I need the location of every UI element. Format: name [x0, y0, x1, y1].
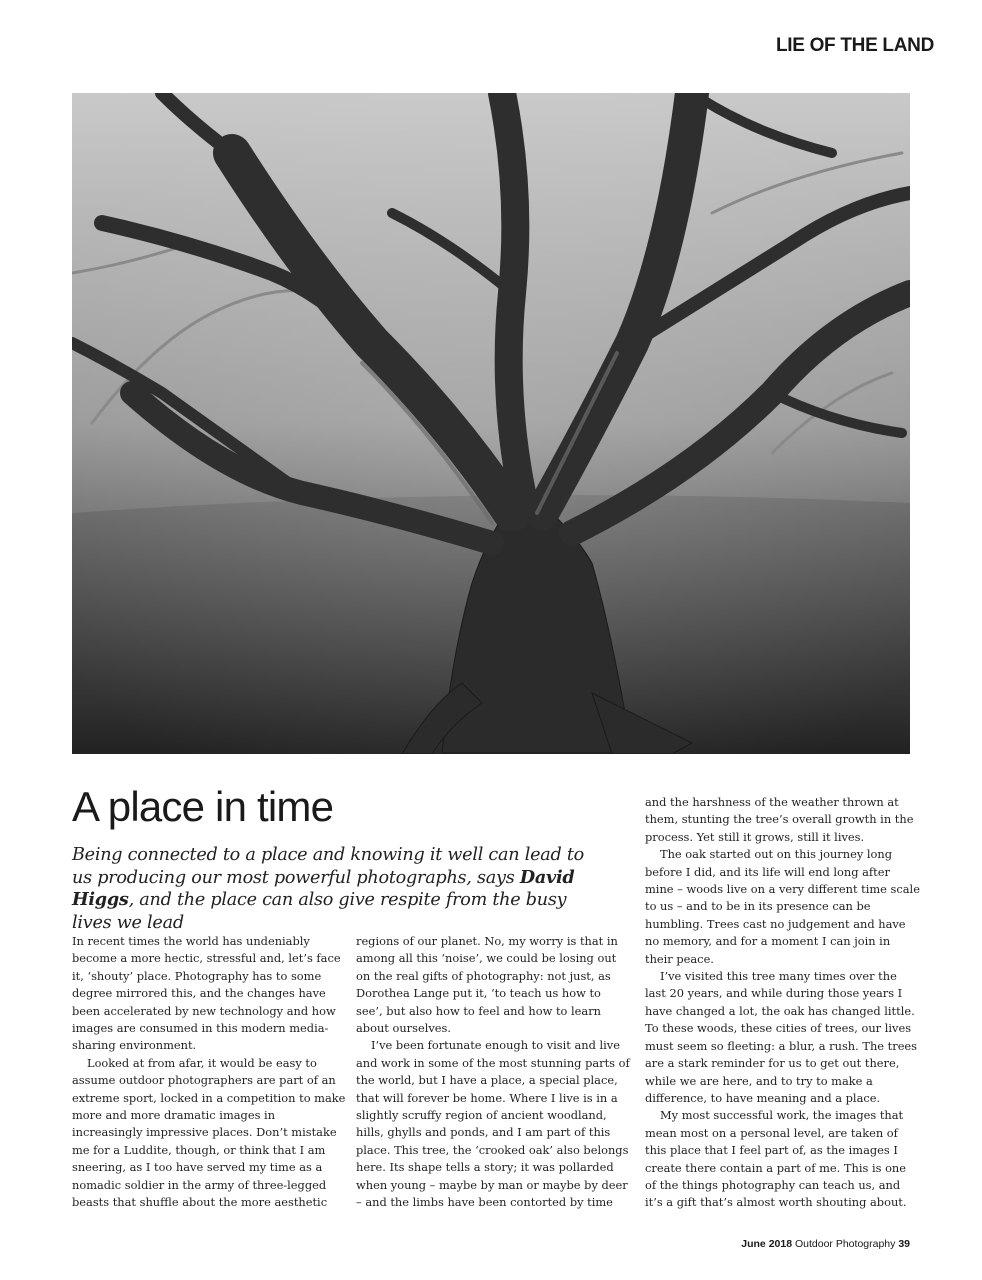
tree-photo-illustration	[72, 93, 910, 754]
article-column-2	[356, 933, 631, 1212]
standfirst-text: Being connected to a place and knowing it well can lead to us producing our most powerful photographs, says	[72, 845, 584, 888]
section-header: LIE OF THE LAND	[775, 35, 934, 56]
author-name: David Higgs	[72, 866, 575, 910]
standfirst-text-end: , and the place can also give respite from the busy lives we lead	[72, 890, 567, 933]
paragraph: and the harshness of the weather thrown at them, stunting the tree’s overall growth in the process. Yet still it grows, still it lives.	[645, 795, 914, 844]
paragraph: regions of our planet. No, my worry is that in among all this ‘noise’, we could be losing out on the real gifts of photography: not just, as Dorothea Lange put it, ‘to teach us how to see’, but also how to feel and how to learn about ourselves.	[356, 934, 618, 1036]
paragraph: In recent times the world has undeniably become a more hectic, stressful and, let’s face it, ‘shouty’ place. Photography has to some degree mirrored this, and the changes have been accelerated by new technology and how images are consumed in this modern media-sharing environment.	[72, 934, 341, 1053]
paragraph: I’ve visited this tree many times over the last 20 years, and while during those years I have changed a lot, the oak has changed little. To these woods, these cities of trees, our lives must seem so fleeting: a blur, a rush. The trees are a stark reminder for us to get out there, while we are here, and to try to make a difference, to have meaning and a place.	[645, 969, 918, 1105]
paragraph: My most successful work, the images that mean most on a personal level, are taken of this place that I feel part of, as the images I create there contain a part of me. This is one of the things photography can teach us, and it’s a gift that’s almost worth shouting about.	[645, 1108, 907, 1210]
article-title: A place in time	[72, 783, 334, 830]
article-standfirst	[72, 844, 592, 934]
article-column-3	[645, 794, 920, 1212]
paragraph: The oak started out on this journey long before I did, and its life will end long after mine – woods live on a very different time scale to us – and to be in its presence can be humbling. Trees cast no judgement and have no memory, and for a moment I can join in their peace.	[645, 847, 920, 966]
page-footer	[741, 1238, 910, 1250]
page-number: 39	[898, 1238, 910, 1250]
issue-date: June 2018	[741, 1238, 793, 1250]
paragraph: Looked at from afar, it would be easy to assume outdoor photographers are part of an extreme sport, locked in a competition to make more and more dramatic images in increasingly impressive places. Don’t mistake me for a Luddite, though, or think that I am sneering, as I too have served my time as a nomadic soldier in the army of three-legged beasts that shuffle about the more aesthetic	[72, 1055, 346, 1210]
paragraph: I’ve been fortunate enough to visit and live and work in some of the most stunning parts of the world, but I have a place, a special place, that will forever be home. Where I live is in a slightly scruffy region of ancient woodland, hills, ghylls and ponds, and I am part of this place. This tree, the ‘crooked oak’ also belongs here. Its shape tells a story; it was pollarded when young – maybe by man or maybe by deer – and the limbs have been contorted by time	[356, 1038, 630, 1210]
magazine-name: Outdoor Photography	[794, 1238, 896, 1250]
article-column-1	[72, 933, 347, 1212]
tree-photo	[72, 93, 910, 754]
